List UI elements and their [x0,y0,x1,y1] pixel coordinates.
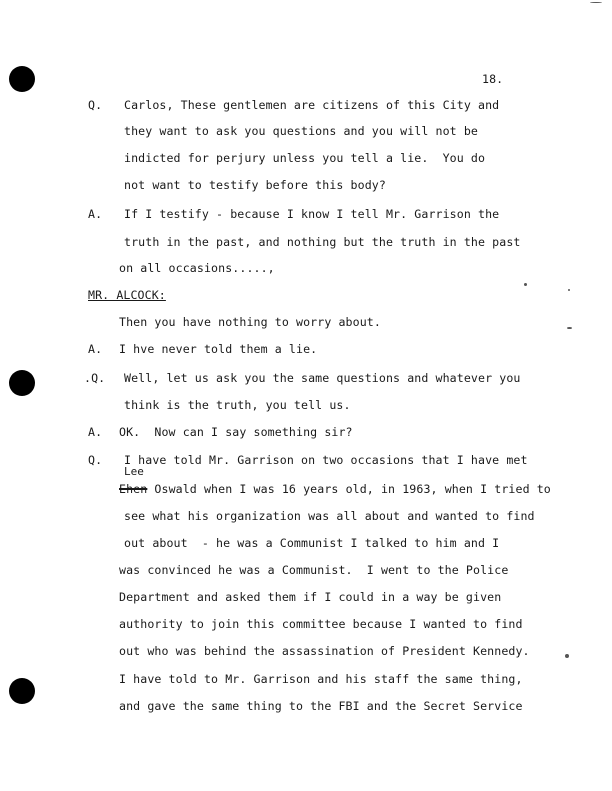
handwritten-insertion: Lee [124,465,144,478]
text-line: authority to join this committee because I wanted to find [119,617,523,631]
speaker-label: A. [88,207,103,221]
text-line: they want to ask you questions and you will not be [124,124,479,138]
scan-speck [567,327,572,329]
text-line: on all occasions....., [119,261,275,275]
speaker-label: .Q. [84,371,106,385]
scan-speck [568,289,570,291]
text-line: I have told Mr. Garrison on two occasions that I have met [124,453,528,467]
text-line: Well, let us ask you the same questions and whatever you [124,371,521,385]
text-line: out who was behind the assassination of President Kennedy. [119,644,530,658]
scan-speck [590,2,602,3]
punch-hole [9,66,35,92]
text-line: OK. Now can I say something sir? [119,425,353,439]
punch-hole [9,678,35,704]
text-line: Carlos, These gentlemen are citizens of this City and [124,98,500,112]
speaker-heading: MR. ALCOCK: [88,288,166,302]
text-line-rest: Oswald when I was 16 years old, in 1963, when I tried to [147,482,551,496]
text-line [119,482,551,496]
text-line: I hve never told them a lie. [119,342,318,356]
text-line: Then you have nothing to worry about. [119,315,381,329]
text-line: If I testify - because I know I tell Mr. Garrison the [124,207,500,221]
scan-speck [524,283,527,286]
text-line: was convinced he was a Communist. I went to the Police [119,563,509,577]
struck-word: Ehen [119,482,148,496]
text-line: and gave the same thing to the FBI and the Secret Service [119,699,523,713]
text-line: truth in the past, and nothing but the truth in the past [124,235,521,249]
text-line: I have told to Mr. Garrison and his staff the same thing, [119,672,523,686]
punch-hole [9,370,35,396]
text-line: see what his organization was all about and wanted to find [124,509,535,523]
text-line: not want to testify before this body? [124,178,386,192]
page-number: 18. [482,72,504,86]
scan-speck [565,654,569,658]
text-line: out about - he was a Communist I talked to him and I [124,536,500,550]
speaker-label: Q. [88,453,103,467]
text-line: indicted for perjury unless you tell a lie. You do [124,151,486,165]
speaker-label: A. [88,425,103,439]
speaker-label: Q. [88,98,103,112]
text-line: think is the truth, you tell us. [124,398,351,412]
text-line: Department and asked them if I could in a way be given [119,590,502,604]
speaker-label: A. [88,342,103,356]
